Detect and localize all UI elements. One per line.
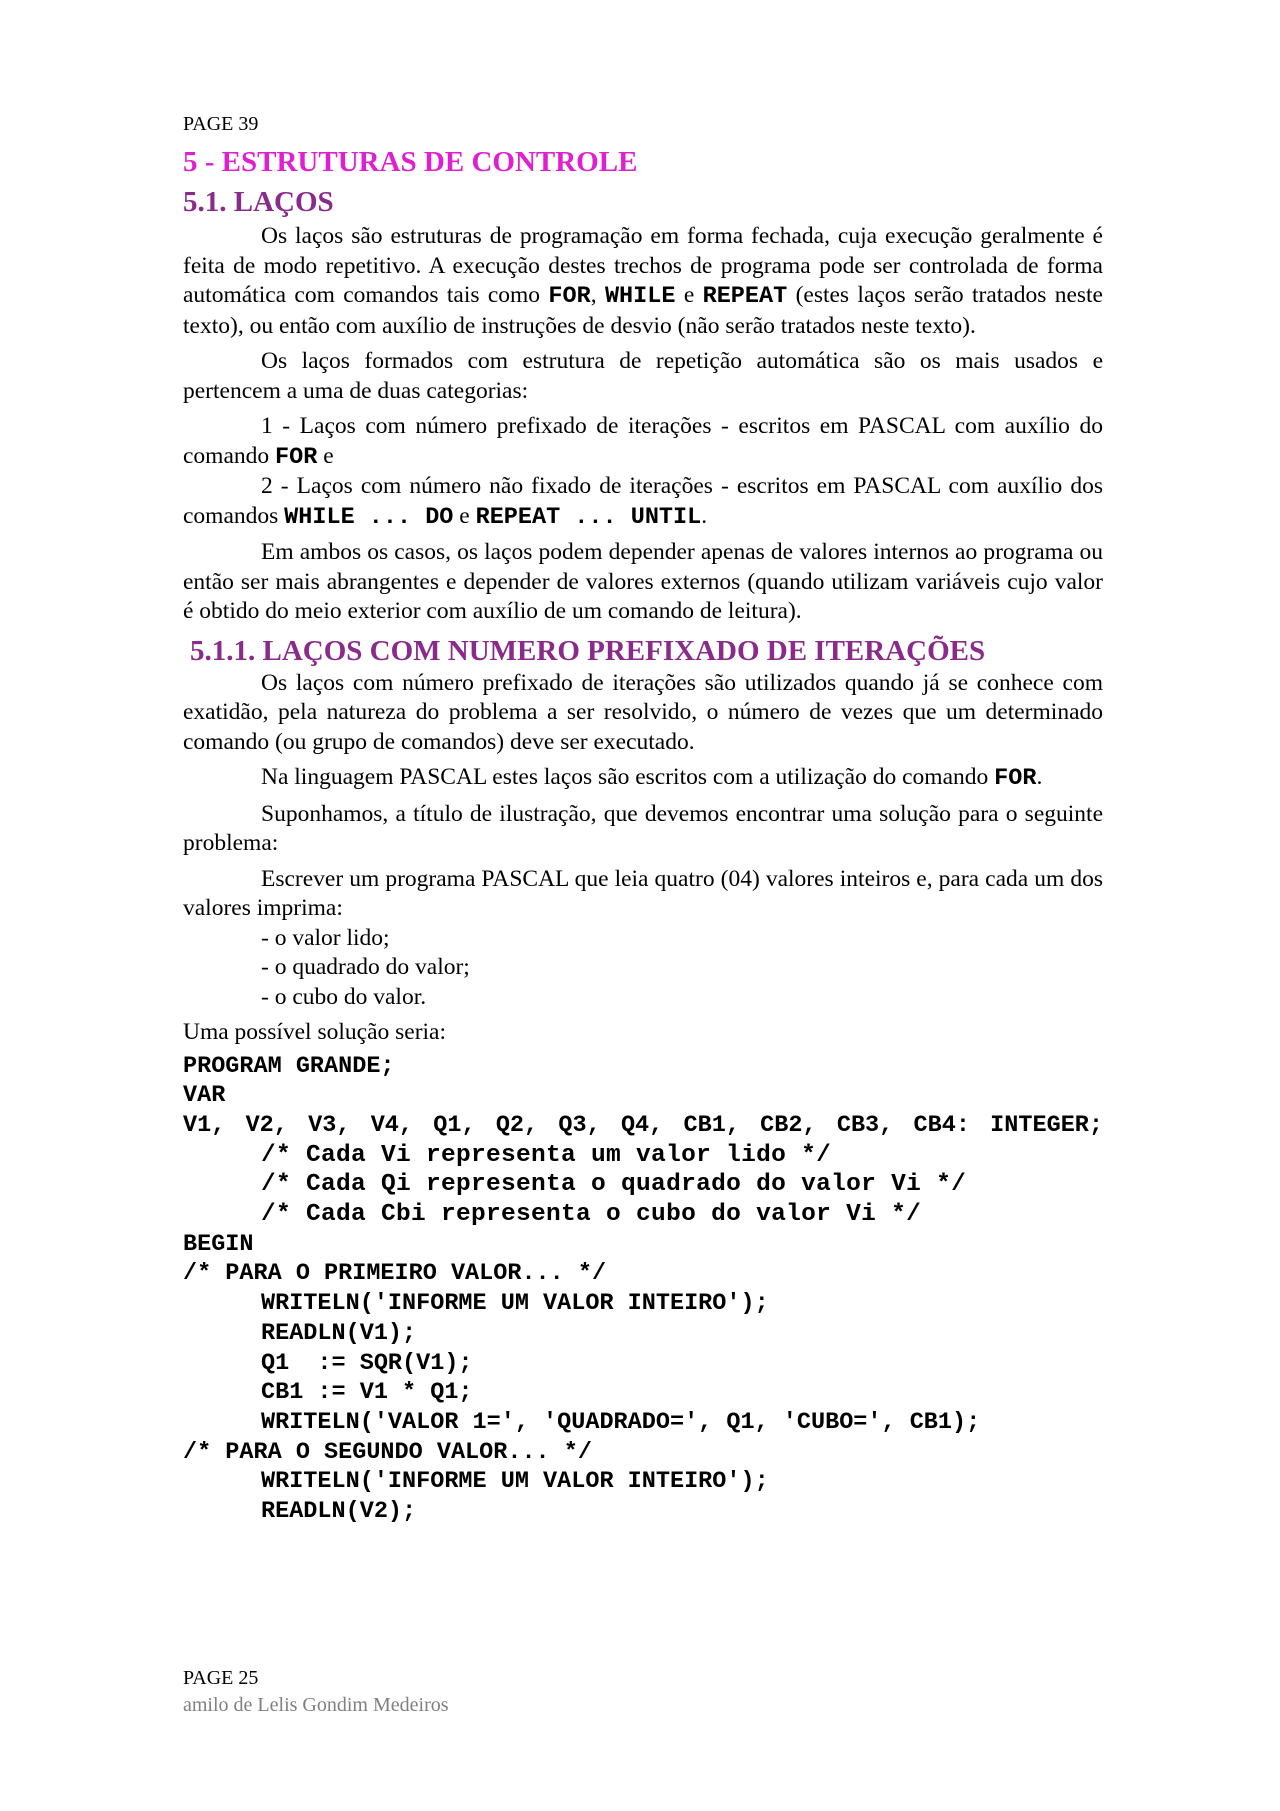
list-item: - o quadrado do valor; [261, 954, 470, 980]
code-comment: /* Cada Vi representa um valor lido */ [261, 1141, 832, 1169]
chapter-title: 5 - ESTRUTURAS DE CONTROLE [183, 146, 638, 178]
keyword-while: WHILE [604, 283, 676, 310]
paragraph-prefixed-loops: Os laços com número prefixado de iterações são utilizados quando já se conhece com exatidão, pela natureza do problema a ser resolvido, o número de vezes que um determinado comando (ou grupo de comandos) deve ser executado. [183, 669, 1103, 755]
page-footer [183, 1665, 1083, 1719]
paragraph-solution: Uma possível solução seria: [183, 1019, 447, 1045]
footer-author: amilo de Lelis Gondim Medeiros [183, 1694, 449, 1716]
code-line: WRITELN('INFORME UM VALOR INTEIRO'); [261, 1290, 769, 1318]
list-item: - o valor lido; [261, 924, 390, 951]
text-run: e [317, 442, 334, 469]
footer-page-number: PAGE 25 [183, 1667, 259, 1689]
keyword-repeat-until: REPEAT ... UNTIL [475, 503, 702, 531]
code-comment: /* Cada Cbi representa o cubo do valor Vi */ [261, 1201, 922, 1229]
text-run: Os laços são estruturas de programação em forma fechada, cuja execução geralmente é feita de modo repetitivo. A execução destes trechos de programa pode ser controlada de forma automática com comandos tais como [183, 223, 1103, 308]
keyword-repeat: REPEAT [702, 283, 788, 310]
paragraph-categories: Os laços formados com estrutura de repetição automática são os mais usados e pertencem a uma de duas categorias: [183, 348, 1103, 404]
keyword-for: FOR [994, 765, 1037, 792]
keyword-for: FOR [548, 283, 591, 310]
text-run: 2 - Laços com número não fixado de iterações - escritos em PASCAL com auxílio dos comandos [183, 473, 1103, 529]
text-run: 1 - Laços com número prefixado de iterações - escritos em PASCAL com auxílio do comando [183, 413, 1103, 469]
code-line: CB1 := V1 * Q1; [261, 1379, 473, 1407]
text-run: e [453, 502, 476, 529]
page-header: PAGE 39 [183, 113, 259, 135]
code-line: WRITELN('INFORME UM VALOR INTEIRO'); [261, 1468, 769, 1496]
text-run: Na linguagem PASCAL estes laços são escritos com a utilização do comando [261, 764, 995, 790]
code-line: VAR [183, 1082, 226, 1110]
code-line: BEGIN [183, 1230, 254, 1258]
code-line: READLN(V1); [261, 1319, 417, 1347]
code-line: READLN(V2); [261, 1498, 417, 1526]
subsection-title: 5.1.1. LAÇOS COM NUMERO PREFIXADO DE ITERAÇÕES [190, 634, 986, 667]
code-line: PROGRAM GRANDE; [183, 1052, 395, 1080]
document-page [183, 110, 1103, 1527]
paragraph-problem: Escrever um programa PASCAL que leia quatro (04) valores inteiros e, para cada um dos valores imprima: [183, 865, 1103, 921]
code-comment: /* PARA O PRIMEIRO VALOR... */ [183, 1260, 607, 1288]
code-line: WRITELN('VALOR 1=', 'QUADRADO=', Q1, 'CUBO=', CB1); [261, 1408, 981, 1436]
text-run: , [590, 282, 605, 308]
code-block [183, 1052, 1103, 1527]
code-line: Q1 := SQR(V1); [261, 1349, 473, 1377]
paragraph-both-cases: Em ambos os casos, os laços podem depender apenas de valores internos ao programa ou então ser mais abrangentes e depender de valores externos (quando utilizam variáveis cujo valor é obtido do meio exterior com auxílio de um comando de leitura). [183, 539, 1103, 624]
text-run: . [701, 502, 708, 529]
keyword-for: FOR [275, 443, 318, 471]
section-title: 5.1. LAÇOS [183, 186, 334, 218]
code-comment: /* PARA O SEGUNDO VALOR... */ [183, 1438, 592, 1466]
paragraph-illustration: Suponhamos, a título de ilustração, que devemos encontrar uma solução para o seguinte problema: [183, 800, 1103, 856]
code-comment: /* Cada Qi representa o quadrado do valor Vi */ [261, 1171, 967, 1199]
paragraph-intro [183, 222, 1103, 341]
paragraph-category-2 [183, 472, 1103, 532]
keyword-while-do: WHILE ... DO [284, 503, 454, 531]
code-line: V1, V2, V3, V4, Q1, Q2, Q3, Q4, CB1, CB2, CB3, CB4: INTEGER; [183, 1111, 1103, 1139]
paragraph-category-1 [183, 412, 1103, 472]
list-item: - o cubo do valor. [261, 983, 427, 1010]
text-run: . [1036, 764, 1043, 790]
text-run: (estes laços serão tratados neste texto), ou então com auxílio de instruções de desvio (não serão tratados neste texto). [183, 282, 1103, 339]
paragraph-pascal-for [183, 763, 1103, 794]
text-run: e [675, 282, 703, 308]
